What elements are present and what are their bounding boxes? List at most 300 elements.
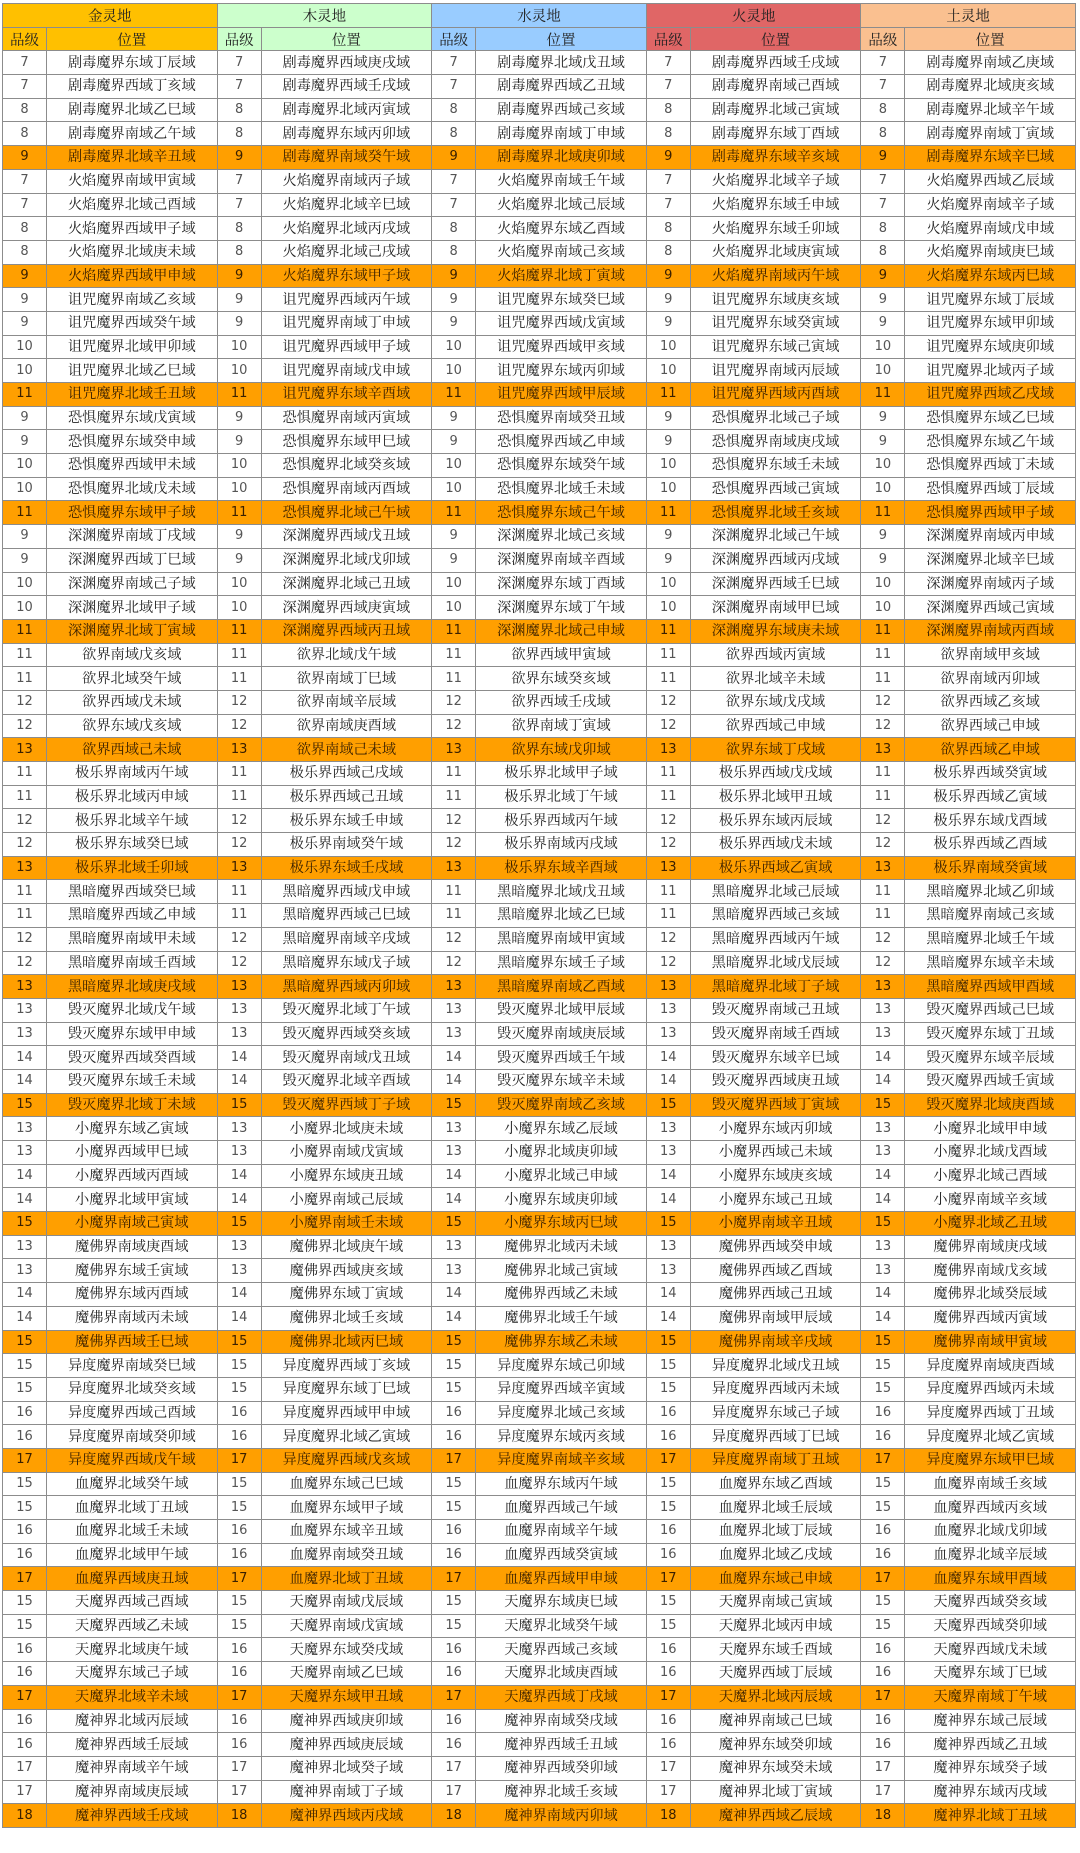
grade-column-header: 品级: [646, 27, 690, 51]
location-cell: 火焰魔界北域丁寅域: [476, 264, 647, 288]
grade-cell: 12: [217, 951, 261, 975]
location-cell: 小魔界东域乙寅域: [47, 1117, 218, 1141]
location-cell: 剧毒魔界东域辛亥域: [690, 146, 861, 170]
location-cell: 深渊魔界西域丙丑域: [261, 619, 432, 643]
grade-cell: 12: [646, 833, 690, 857]
location-cell: 诅咒魔界南域丁申域: [261, 311, 432, 335]
table-row: [3, 833, 1076, 857]
location-cell: 小魔界北域庚未域: [261, 1117, 432, 1141]
location-cell: 剧毒魔界南域乙庚域: [905, 51, 1076, 75]
grade-cell: 10: [217, 477, 261, 501]
location-cell: 火焰魔界东域乙酉域: [476, 217, 647, 241]
location-cell: 欲界南域庚酉域: [261, 714, 432, 738]
location-cell: 血魔界北域甲午域: [47, 1543, 218, 1567]
location-cell: 异度魔界南域庚酉域: [905, 1354, 1076, 1378]
location-cell: 欲界西域乙申域: [905, 738, 1076, 762]
table-row: [3, 927, 1076, 951]
grade-cell: 13: [646, 975, 690, 999]
grade-cell: 14: [217, 1069, 261, 1093]
grade-cell: 7: [432, 169, 476, 193]
location-cell: 火焰魔界南域甲寅域: [47, 169, 218, 193]
grade-cell: 15: [217, 1212, 261, 1236]
location-cell: 欲界东域戊戌域: [690, 690, 861, 714]
grade-cell: 16: [432, 1401, 476, 1425]
location-cell: 小魔界东域丙卯域: [690, 1117, 861, 1141]
grade-cell: 12: [646, 927, 690, 951]
location-cell: 小魔界南域己寅域: [47, 1212, 218, 1236]
location-cell: 恐惧魔界东域己午域: [476, 501, 647, 525]
location-cell: 魔神界北域丁寅域: [690, 1780, 861, 1804]
location-cell: 血魔界东域己申域: [690, 1567, 861, 1591]
grade-cell: 14: [646, 1046, 690, 1070]
grade-cell: 13: [646, 1235, 690, 1259]
location-cell: 深渊魔界东域丁午域: [476, 596, 647, 620]
table-row-highlighted: [3, 619, 1076, 643]
location-cell: 魔佛界东域乙未域: [476, 1330, 647, 1354]
location-cell: 魔神界东域癸卯域: [690, 1733, 861, 1757]
grade-cell: 14: [861, 1164, 905, 1188]
location-cell: 血魔界东域辛丑域: [261, 1520, 432, 1544]
location-cell: 火焰魔界东域壬卯域: [690, 217, 861, 241]
location-cell: 小魔界东域己丑域: [690, 1188, 861, 1212]
table-row: [3, 667, 1076, 691]
grade-cell: 11: [217, 501, 261, 525]
grade-cell: 16: [646, 1425, 690, 1449]
grade-cell: 13: [432, 998, 476, 1022]
location-column-header: 位置: [905, 27, 1076, 51]
grade-cell: 15: [217, 1093, 261, 1117]
grade-cell: 9: [3, 430, 47, 454]
grade-cell: 13: [646, 1022, 690, 1046]
location-cell: 火焰魔界东域甲子域: [261, 264, 432, 288]
location-cell: 极乐界西域乙寅域: [690, 856, 861, 880]
location-cell: 异度魔界北域戊丑域: [690, 1354, 861, 1378]
grade-cell: 16: [432, 1543, 476, 1567]
grade-cell: 13: [217, 856, 261, 880]
grade-cell: 7: [646, 75, 690, 99]
grade-cell: 12: [432, 690, 476, 714]
location-cell: 诅咒魔界西域癸午域: [47, 311, 218, 335]
grade-cell: 11: [3, 762, 47, 786]
location-cell: 血魔界北域丁丑域: [47, 1496, 218, 1520]
grade-cell: 16: [861, 1520, 905, 1544]
grade-cell: 11: [3, 501, 47, 525]
grade-cell: 13: [861, 1259, 905, 1283]
location-cell: 天魔界南域乙巳域: [261, 1662, 432, 1686]
grade-cell: 15: [861, 1212, 905, 1236]
location-cell: 恐惧魔界东域甲子域: [47, 501, 218, 525]
location-cell: 欲界西域甲寅域: [476, 643, 647, 667]
location-cell: 欲界南域戊亥域: [47, 643, 218, 667]
location-cell: 小魔界东域乙辰域: [476, 1117, 647, 1141]
location-cell: 魔神界南域庚辰域: [47, 1780, 218, 1804]
grade-cell: 12: [3, 690, 47, 714]
grade-cell: 11: [217, 762, 261, 786]
table-row: [3, 122, 1076, 146]
grade-cell: 12: [861, 690, 905, 714]
location-column-header: 位置: [690, 27, 861, 51]
location-cell: 欲界西域己申域: [690, 714, 861, 738]
grade-cell: 15: [217, 1472, 261, 1496]
grade-cell: 12: [217, 927, 261, 951]
table-row: [3, 477, 1076, 501]
grade-cell: 14: [3, 1069, 47, 1093]
location-cell: 剧毒魔界南域己酉域: [690, 75, 861, 99]
grade-cell: 16: [217, 1709, 261, 1733]
grade-cell: 13: [646, 738, 690, 762]
grade-cell: 9: [861, 288, 905, 312]
location-cell: 异度魔界南域癸卯域: [47, 1425, 218, 1449]
location-cell: 黑暗魔界北域丁子域: [690, 975, 861, 999]
location-cell: 剧毒魔界东域辛巳域: [905, 146, 1076, 170]
grade-cell: 15: [646, 1591, 690, 1615]
grade-cell: 15: [3, 1591, 47, 1615]
location-cell: 诅咒魔界东域丙卯域: [476, 359, 647, 383]
grade-cell: 12: [217, 714, 261, 738]
location-cell: 异度魔界西域戊午域: [47, 1448, 218, 1472]
grade-cell: 11: [861, 643, 905, 667]
location-cell: 恐惧魔界南域癸丑域: [476, 406, 647, 430]
zone-header-row: [3, 4, 1076, 28]
table-row: [3, 1259, 1076, 1283]
grade-cell: 14: [861, 1046, 905, 1070]
grade-cell: 13: [217, 1141, 261, 1165]
grade-cell: 15: [432, 1212, 476, 1236]
location-cell: 恐惧魔界东域乙午域: [905, 430, 1076, 454]
grade-cell: 10: [432, 335, 476, 359]
grade-cell: 18: [432, 1804, 476, 1828]
grade-cell: 16: [3, 1638, 47, 1662]
table-row: [3, 1022, 1076, 1046]
location-cell: 血魔界西域己午域: [476, 1496, 647, 1520]
grade-cell: 11: [432, 619, 476, 643]
location-cell: 深渊魔界北域丁寅域: [47, 619, 218, 643]
location-cell: 诅咒魔界北域甲卯域: [47, 335, 218, 359]
location-cell: 恐惧魔界南域丙酉域: [261, 477, 432, 501]
grade-cell: 17: [3, 1448, 47, 1472]
grade-cell: 13: [861, 998, 905, 1022]
grade-cell: 17: [217, 1780, 261, 1804]
location-cell: 极乐界西域癸寅域: [905, 762, 1076, 786]
grade-cell: 14: [217, 1188, 261, 1212]
location-cell: 深渊魔界西域庚寅域: [261, 596, 432, 620]
location-cell: 魔佛界东域丙酉域: [47, 1283, 218, 1307]
location-cell: 欲界东域丁戌域: [690, 738, 861, 762]
grade-cell: 9: [3, 311, 47, 335]
grade-cell: 15: [861, 1093, 905, 1117]
location-cell: 深渊魔界北域戊卯域: [261, 548, 432, 572]
table-row: [3, 1354, 1076, 1378]
location-cell: 恐惧魔界东域乙巳域: [905, 406, 1076, 430]
location-cell: 魔神界西域癸卯域: [476, 1756, 647, 1780]
grade-cell: 16: [3, 1709, 47, 1733]
grade-cell: 9: [432, 406, 476, 430]
grade-cell: 10: [3, 335, 47, 359]
table-row-highlighted: [3, 975, 1076, 999]
location-cell: 毁灭魔界西域庚丑域: [690, 1069, 861, 1093]
table-row: [3, 572, 1076, 596]
grade-cell: 11: [217, 667, 261, 691]
grade-cell: 15: [432, 1614, 476, 1638]
table-row-highlighted: [3, 146, 1076, 170]
table-row-highlighted: [3, 1448, 1076, 1472]
grade-cell: 12: [861, 927, 905, 951]
location-cell: 毁灭魔界北域庚酉域: [905, 1093, 1076, 1117]
grade-cell: 9: [432, 430, 476, 454]
location-cell: 魔佛界北域癸辰域: [905, 1283, 1076, 1307]
grade-cell: 13: [646, 998, 690, 1022]
location-cell: 小魔界西域己未域: [690, 1141, 861, 1165]
table-row: [3, 51, 1076, 75]
location-cell: 血魔界南域壬亥域: [905, 1472, 1076, 1496]
grade-cell: 13: [217, 1259, 261, 1283]
location-cell: 魔神界西域壬丑域: [476, 1733, 647, 1757]
grade-cell: 11: [646, 643, 690, 667]
table-row: [3, 690, 1076, 714]
location-cell: 火焰魔界北域辛子域: [690, 169, 861, 193]
location-cell: 极乐界东域戊酉域: [905, 809, 1076, 833]
location-cell: 极乐界南域癸午域: [261, 833, 432, 857]
location-cell: 诅咒魔界西域丙酉域: [690, 383, 861, 407]
location-cell: 魔神界西域丙戌域: [261, 1804, 432, 1828]
grade-cell: 9: [646, 264, 690, 288]
grade-cell: 14: [432, 1283, 476, 1307]
grade-cell: 9: [861, 146, 905, 170]
grade-cell: 7: [861, 75, 905, 99]
grade-cell: 10: [217, 335, 261, 359]
grade-cell: 11: [217, 785, 261, 809]
location-cell: 小魔界南域辛丑域: [690, 1212, 861, 1236]
grade-cell: 16: [432, 1662, 476, 1686]
location-cell: 魔神界南域己巳域: [690, 1709, 861, 1733]
grade-cell: 17: [861, 1685, 905, 1709]
grade-cell: 9: [432, 311, 476, 335]
table-row: [3, 1662, 1076, 1686]
location-cell: 血魔界北域辛辰域: [905, 1543, 1076, 1567]
grade-cell: 9: [217, 264, 261, 288]
location-cell: 天魔界西域己亥域: [476, 1638, 647, 1662]
grade-cell: 15: [861, 1591, 905, 1615]
location-cell: 恐惧魔界西域己寅域: [690, 477, 861, 501]
location-cell: 魔佛界西域癸申域: [690, 1235, 861, 1259]
grade-cell: 11: [3, 785, 47, 809]
location-cell: 毁灭魔界东域辛辰域: [905, 1046, 1076, 1070]
grade-cell: 7: [432, 51, 476, 75]
grade-cell: 7: [432, 75, 476, 99]
location-cell: 诅咒魔界南域丙辰域: [690, 359, 861, 383]
grade-cell: 13: [217, 975, 261, 999]
grade-cell: 16: [217, 1425, 261, 1449]
grade-cell: 13: [646, 1117, 690, 1141]
table-row: [3, 288, 1076, 312]
grade-cell: 11: [217, 880, 261, 904]
grade-cell: 14: [646, 1306, 690, 1330]
grade-cell: 17: [3, 1685, 47, 1709]
grade-cell: 9: [3, 264, 47, 288]
location-cell: 剧毒魔界西域丁亥域: [47, 75, 218, 99]
grade-cell: 11: [861, 762, 905, 786]
location-cell: 魔佛界西域己丑域: [690, 1283, 861, 1307]
location-cell: 欲界东域癸亥域: [476, 667, 647, 691]
grade-cell: 15: [646, 1496, 690, 1520]
location-cell: 欲界北域癸午域: [47, 667, 218, 691]
table-row: [3, 809, 1076, 833]
grade-cell: 12: [217, 809, 261, 833]
grade-cell: 13: [646, 1141, 690, 1165]
grade-cell: 13: [861, 1235, 905, 1259]
location-column-header: 位置: [476, 27, 647, 51]
location-cell: 欲界东域戊卯域: [476, 738, 647, 762]
grade-cell: 16: [646, 1733, 690, 1757]
grade-cell: 15: [3, 1472, 47, 1496]
location-cell: 诅咒魔界西域甲辰域: [476, 383, 647, 407]
location-cell: 火焰魔界南域丙午域: [690, 264, 861, 288]
grade-cell: 8: [861, 122, 905, 146]
grade-cell: 11: [861, 383, 905, 407]
location-cell: 天魔界西域癸亥域: [905, 1591, 1076, 1615]
grade-cell: 15: [432, 1354, 476, 1378]
location-cell: 异度魔界东域己子域: [690, 1401, 861, 1425]
location-cell: 欲界南域甲亥域: [905, 643, 1076, 667]
location-cell: 欲界南域丁寅域: [476, 714, 647, 738]
location-cell: 恐惧魔界西域乙申域: [476, 430, 647, 454]
location-cell: 天魔界东域丁巳域: [905, 1662, 1076, 1686]
grade-cell: 8: [646, 122, 690, 146]
location-cell: 深渊魔界北域己亥域: [476, 525, 647, 549]
grade-cell: 9: [646, 288, 690, 312]
location-cell: 毁灭魔界南域戊丑域: [261, 1046, 432, 1070]
location-cell: 诅咒魔界东域庚卯域: [905, 335, 1076, 359]
location-cell: 极乐界东域癸巳域: [47, 833, 218, 857]
grade-cell: 13: [3, 998, 47, 1022]
grade-cell: 14: [646, 1188, 690, 1212]
grade-cell: 16: [861, 1733, 905, 1757]
grade-cell: 15: [646, 1354, 690, 1378]
grade-cell: 11: [861, 501, 905, 525]
location-cell: 极乐界西域丙午域: [476, 809, 647, 833]
location-cell: 欲界西域戊未域: [47, 690, 218, 714]
grade-column-header: 品级: [217, 27, 261, 51]
grade-cell: 8: [861, 98, 905, 122]
location-cell: 毁灭魔界北域丁未域: [47, 1093, 218, 1117]
grade-cell: 10: [861, 335, 905, 359]
location-cell: 小魔界东域丙巳域: [476, 1212, 647, 1236]
location-cell: 黑暗魔界北域壬午域: [905, 927, 1076, 951]
grade-cell: 9: [217, 288, 261, 312]
location-cell: 血魔界东域甲子域: [261, 1496, 432, 1520]
table-row: [3, 1496, 1076, 1520]
location-cell: 深渊魔界南域丙酉域: [905, 619, 1076, 643]
location-cell: 毁灭魔界西域癸酉域: [47, 1046, 218, 1070]
grade-cell: 17: [646, 1780, 690, 1804]
grade-cell: 12: [217, 833, 261, 857]
location-cell: 极乐界东域辛酉域: [476, 856, 647, 880]
location-cell: 黑暗魔界东域壬子域: [476, 951, 647, 975]
location-cell: 异度魔界东域丙亥域: [476, 1425, 647, 1449]
grade-cell: 8: [432, 122, 476, 146]
location-cell: 魔佛界南域甲辰域: [690, 1306, 861, 1330]
location-cell: 小魔界北域己申域: [476, 1164, 647, 1188]
location-cell: 欲界北域辛未域: [690, 667, 861, 691]
location-cell: 诅咒魔界南域乙亥域: [47, 288, 218, 312]
location-cell: 火焰魔界南域壬午域: [476, 169, 647, 193]
location-cell: 魔佛界南域辛戌域: [690, 1330, 861, 1354]
location-cell: 诅咒魔界南域戊申域: [261, 359, 432, 383]
table-row: [3, 1780, 1076, 1804]
grade-cell: 9: [432, 525, 476, 549]
table-row: [3, 1614, 1076, 1638]
table-row: [3, 951, 1076, 975]
grade-cell: 17: [861, 1756, 905, 1780]
location-cell: 黑暗魔界西域丙午域: [690, 927, 861, 951]
grade-cell: 7: [646, 169, 690, 193]
grade-cell: 10: [861, 572, 905, 596]
grade-cell: 8: [646, 240, 690, 264]
grade-cell: 9: [3, 525, 47, 549]
grade-cell: 8: [3, 240, 47, 264]
grade-cell: 13: [861, 738, 905, 762]
location-cell: 极乐界西域己戌域: [261, 762, 432, 786]
grade-cell: 9: [861, 525, 905, 549]
table-row-highlighted: [3, 856, 1076, 880]
location-cell: 天魔界东域己子域: [47, 1662, 218, 1686]
grade-cell: 11: [646, 501, 690, 525]
grade-cell: 10: [646, 454, 690, 478]
location-cell: 魔神界东域癸未域: [690, 1756, 861, 1780]
location-cell: 诅咒魔界东域庚亥域: [690, 288, 861, 312]
grade-cell: 9: [646, 525, 690, 549]
grade-cell: 11: [217, 619, 261, 643]
grade-cell: 11: [861, 619, 905, 643]
location-cell: 异度魔界北域己亥域: [476, 1401, 647, 1425]
table-row: [3, 193, 1076, 217]
location-cell: 异度魔界西域戊亥域: [261, 1448, 432, 1472]
table-row: [3, 643, 1076, 667]
location-cell: 深渊魔界北域己申域: [476, 619, 647, 643]
grade-cell: 17: [217, 1756, 261, 1780]
grade-cell: 17: [861, 1780, 905, 1804]
grade-cell: 14: [3, 1283, 47, 1307]
location-cell: 魔佛界西域庚亥域: [261, 1259, 432, 1283]
location-cell: 极乐界北域甲丑域: [690, 785, 861, 809]
location-cell: 极乐界西域乙寅域: [905, 785, 1076, 809]
location-cell: 深渊魔界南域丙申域: [905, 525, 1076, 549]
location-cell: 黑暗魔界北域己辰域: [690, 880, 861, 904]
grade-cell: 11: [432, 880, 476, 904]
location-cell: 恐惧魔界西域丁未域: [905, 454, 1076, 478]
table-row: [3, 454, 1076, 478]
grade-cell: 13: [646, 856, 690, 880]
location-cell: 天魔界南域戊寅域: [261, 1614, 432, 1638]
grade-cell: 17: [3, 1567, 47, 1591]
grade-cell: 17: [432, 1448, 476, 1472]
grade-cell: 13: [646, 1259, 690, 1283]
grade-cell: 13: [432, 1141, 476, 1165]
grade-cell: 9: [432, 264, 476, 288]
location-cell: 极乐界南域丙午域: [47, 762, 218, 786]
grade-cell: 11: [646, 762, 690, 786]
grade-cell: 10: [432, 359, 476, 383]
grade-cell: 14: [217, 1306, 261, 1330]
location-cell: 毁灭魔界南域乙亥域: [476, 1093, 647, 1117]
location-cell: 血魔界西域庚丑域: [47, 1567, 218, 1591]
location-cell: 深渊魔界北域己丑域: [261, 572, 432, 596]
grade-cell: 7: [3, 169, 47, 193]
location-cell: 极乐界北域丙申域: [47, 785, 218, 809]
location-cell: 魔神界南域癸戌域: [476, 1709, 647, 1733]
table-body: [3, 51, 1076, 1828]
table-row: [3, 359, 1076, 383]
